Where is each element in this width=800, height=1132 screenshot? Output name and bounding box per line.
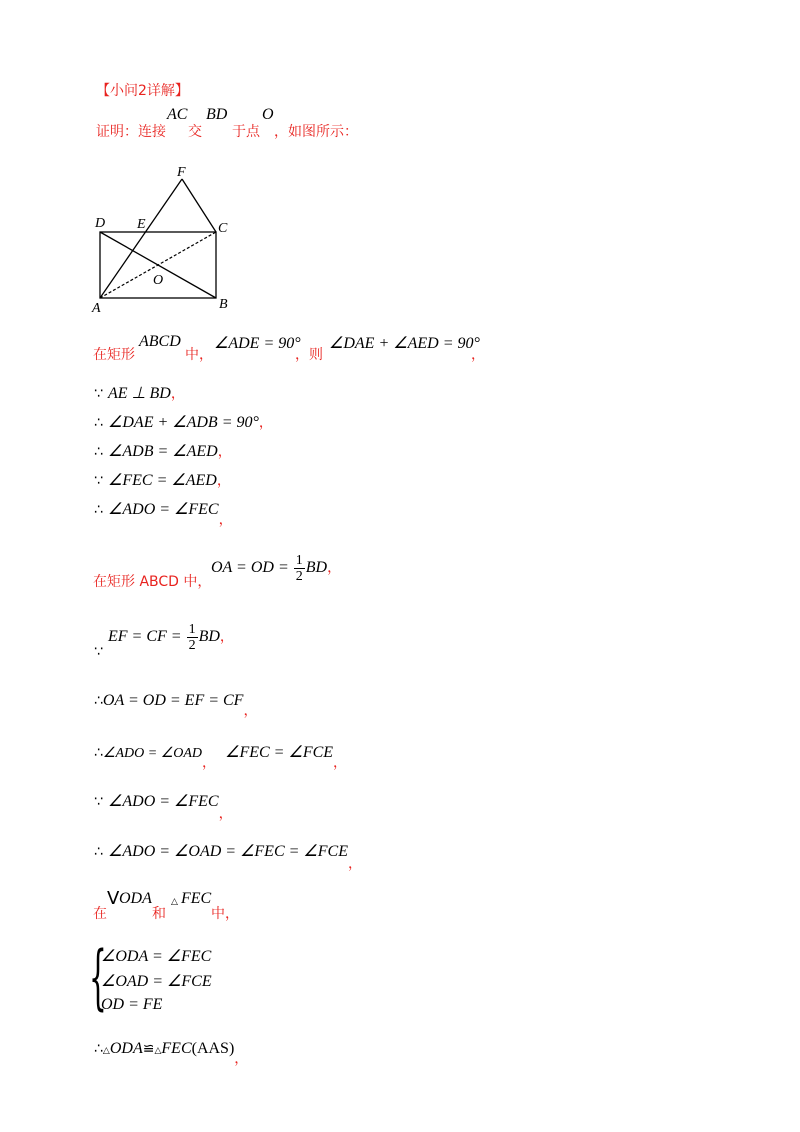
step-expr: ∠DAE + ∠ADB = 90° <box>108 414 259 431</box>
eq-dae-aed: ∠DAE + ∠AED = 90° <box>329 335 480 352</box>
equal-segments-expr: OA = OD = EF = CF <box>102 692 244 709</box>
because-symbol: ∵ <box>94 473 103 489</box>
because-angle-expr: ∠ADO = ∠FEC <box>108 793 219 810</box>
angle-chain-line <box>94 841 362 872</box>
eq-ade: ∠ADE = 90° <box>214 335 301 352</box>
therefore-symbol: ∴ <box>94 844 103 860</box>
punct: ， <box>234 1051 249 1067</box>
triangle-fec: FEC <box>161 1040 192 1057</box>
angle-expr-2: ∠FEC = ∠FCE <box>225 744 334 761</box>
triangle-icon: △ <box>171 897 178 907</box>
step-punct: ， <box>258 415 273 431</box>
expr-right: BD <box>305 559 328 577</box>
isosceles-angles-line <box>94 742 348 771</box>
triangle-fec: FEC <box>181 890 212 907</box>
therefore-symbol: ∴ <box>94 693 103 709</box>
because-symbol: ∵ <box>94 794 103 810</box>
ef-cf-line <box>94 622 294 662</box>
punct: ， <box>219 629 234 646</box>
zai-juxing-abcd: 在矩形 ABCD 中， <box>93 574 212 590</box>
step-expr: ∠ADB = ∠AED <box>108 443 218 460</box>
zhong: 中， <box>185 347 213 363</box>
label-b: B <box>219 297 228 312</box>
angle-expr-1: ∠ADO = ∠OAD <box>102 746 203 761</box>
congruent-symbol: ≌ <box>142 1041 155 1057</box>
intro-ac: AC <box>167 106 188 123</box>
punct: ， <box>243 703 258 719</box>
label-e: E <box>137 217 146 232</box>
therefore-symbol: ∴ <box>94 444 103 460</box>
punct: ， <box>218 806 233 822</box>
intro-prefix: 证明：连接 <box>96 124 166 140</box>
because-symbol: ∵ <box>94 644 103 660</box>
condition-3: OD = FE <box>101 996 163 1013</box>
therefore-symbol: ∴ <box>94 415 103 431</box>
triangle-symbol-v: V <box>107 888 120 909</box>
step-expr: ∠ADO = ∠FEC <box>108 501 219 518</box>
angle-chain-expr: ∠ADO = ∠OAD = ∠FEC = ∠FCE <box>108 843 348 860</box>
label-a: A <box>92 301 101 316</box>
equal-segments-line <box>94 690 258 719</box>
condition-2: ∠OAD = ∠FCE <box>101 973 212 990</box>
triangle-oda: ODA <box>119 890 152 907</box>
aas-reason: (AAS) <box>191 1040 235 1057</box>
punct: ， <box>327 560 342 577</box>
step-punct: ， <box>170 386 185 402</box>
punct-1: ， <box>202 755 217 771</box>
left-brace: { <box>89 936 107 1018</box>
triangles-intro-line <box>93 888 293 922</box>
punct-2: ， <box>333 755 348 771</box>
zai-juxing: 在矩形 <box>93 347 135 363</box>
intro-suffix: ，如图所示： <box>274 124 358 140</box>
intro-yudian: 于点 <box>232 124 260 140</box>
zai: 在 <box>93 906 107 922</box>
label-d: D <box>95 216 106 231</box>
therefore-symbol: ∴ <box>94 1041 103 1057</box>
intro-line <box>96 104 396 138</box>
ze: ，则 <box>295 347 323 363</box>
he: 和 <box>152 906 166 922</box>
rect-half-diagonal-line <box>93 553 393 593</box>
ef-cf-expr <box>108 622 234 653</box>
because-angle-line <box>94 791 233 822</box>
step-2 <box>94 412 273 432</box>
triangle-icon-2: △ <box>154 1046 162 1056</box>
step-5 <box>94 499 233 528</box>
fraction-one-half: $\frac{1}{2}$ <box>295 553 303 584</box>
half-diagonal-expr <box>211 553 341 584</box>
therefore-symbol: ∴ <box>94 745 103 761</box>
step-punct: ， <box>217 444 232 460</box>
intro-o: O <box>262 106 274 123</box>
section-heading: 【小问2详解】 <box>96 83 189 99</box>
label-c: C <box>218 221 228 236</box>
step-4 <box>94 470 231 490</box>
comma: ， <box>471 347 485 363</box>
step-expr: ∠FEC = ∠AED <box>108 472 217 489</box>
step-punct: ， <box>216 473 231 489</box>
step-expr: AE ⊥ BD <box>108 385 171 402</box>
step-3 <box>94 441 232 461</box>
intro-bd: BD <box>206 106 228 123</box>
punct: ， <box>347 856 362 872</box>
triangle-icon-1: △ <box>102 1046 110 1056</box>
fraction-one-half: $\frac{1}{2}$ <box>188 622 196 653</box>
zhong: 中， <box>211 906 239 922</box>
therefore-symbol: ∴ <box>94 502 103 518</box>
label-o: O <box>153 273 164 288</box>
abcd: ABCD <box>139 333 181 350</box>
expr-right: BD <box>198 628 220 646</box>
label-f: F <box>177 165 186 180</box>
expr-left: EF = CF = <box>108 628 182 646</box>
rectangle-statement <box>93 330 513 363</box>
step-punct: ， <box>218 512 233 528</box>
segment-fc <box>182 179 216 232</box>
expr-left: OA = OD = <box>211 559 289 577</box>
intro-jiao: 交 <box>188 124 202 140</box>
because-symbol: ∵ <box>94 386 103 402</box>
geometry-figure <box>88 160 238 320</box>
step-1 <box>94 383 185 403</box>
congruence-conclusion <box>94 1038 249 1067</box>
triangle-oda: ODA <box>109 1040 143 1057</box>
condition-1: ∠ODA = ∠FEC <box>101 948 212 965</box>
